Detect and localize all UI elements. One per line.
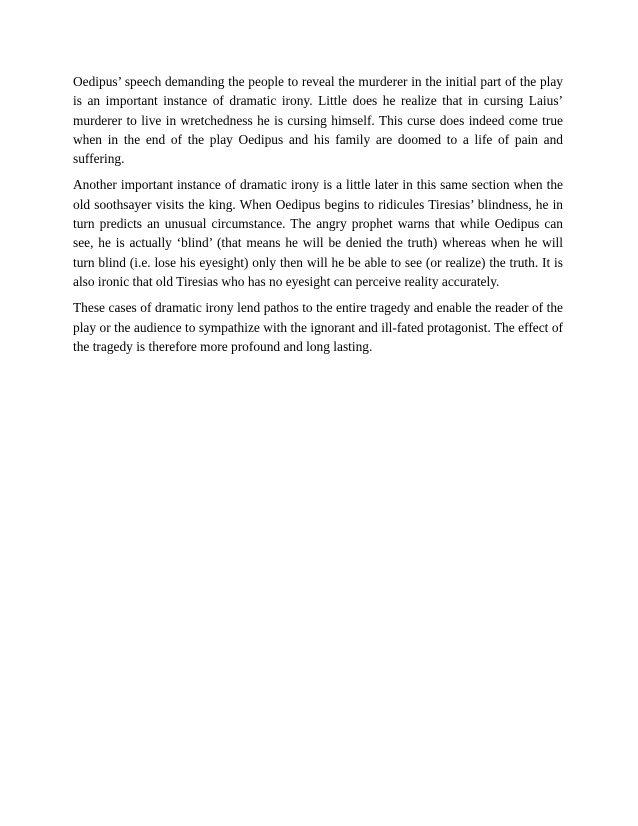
paragraph-pathos-conclusion: These cases of dramatic irony lend pathos to the entire tragedy and enable the reader of the play or the audience to sympathize with the ignorant and ill-fated protagonist. The effect of the tragedy is therefore more profound and long lasting. xyxy=(73,300,563,354)
paragraph-dramatic-irony-speech: Oedipus’ speech demanding the people to reveal the murderer in the initial part of the play is an important instance of dramatic irony. Little does he realize that in cursing Laius’ murderer to live in wretchedness he is cursing himself. This curse does indeed come true when in the end of the play Oedipus and his family are doomed to a life of pain and suffering. xyxy=(73,74,563,167)
document-body xyxy=(73,72,563,363)
paragraph-tiresias-irony: Another important instance of dramatic irony is a little later in this same section when the old soothsayer visits the king. When Oedipus begins to ridicules Tiresias’ blindness, he in turn predicts an unusual circumstance. The angry prophet warns that while Oedipus can see, he is actually ‘blind’ (that means he will be denied the truth) whereas when he will turn blind (i.e. lose his eyesight) only then will he be able to see (or realize) the truth. It is also ironic that old Tiresias who has no eyesight can perceive reality accurately. xyxy=(73,177,563,289)
